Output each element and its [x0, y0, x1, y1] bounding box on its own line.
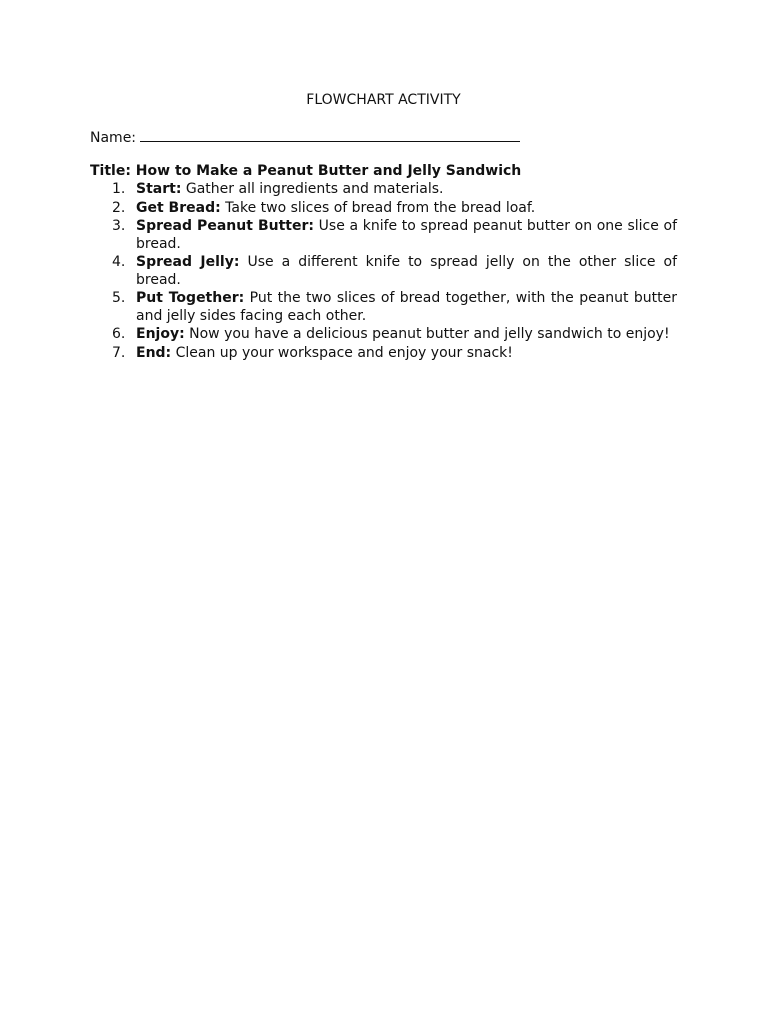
step-label: Get Bread: [136, 199, 221, 216]
step-number: 4. [112, 254, 126, 270]
name-label: Name: [90, 130, 137, 146]
step-text: Clean up your workspace and enjoy your snack! [175, 344, 513, 361]
step-text: Take two slices of bread from the bread loaf. [225, 199, 536, 216]
step-item [90, 254, 677, 289]
step-text: Use a knife to spread peanut butter on one slice of bread. [136, 218, 677, 252]
step-number: 5. [112, 290, 126, 306]
step-item [90, 326, 677, 344]
activity-title: Title: How to Make a Peanut Butter and Jelly Sandwich [90, 163, 522, 179]
step-number: 6. [112, 326, 126, 342]
name-field-line [90, 127, 520, 147]
step-item [90, 218, 677, 253]
step-label: Start: [136, 181, 182, 197]
step-item [90, 200, 677, 218]
step-label: End: [136, 344, 172, 361]
step-number: 2. [112, 199, 126, 216]
step-label: Spread Jelly: [136, 254, 240, 270]
step-text: Gather all ingredients and materials. [185, 181, 444, 197]
step-number: 7. [112, 344, 126, 361]
step-label: Enjoy: [136, 326, 185, 342]
name-blank-line [140, 127, 520, 142]
step-label: Put Together: [136, 290, 245, 306]
step-text: Put the two slices of bread together, with the peanut butter and jelly sides facing each other. [136, 290, 678, 324]
step-item [90, 345, 677, 363]
step-label: Spread Peanut Butter: [136, 218, 314, 234]
step-text: Use a different knife to spread jelly on the other slice of bread. [136, 254, 678, 288]
step-number: 1. [112, 181, 126, 197]
steps-list [90, 181, 677, 363]
document-heading: FLOWCHART ACTIVITY [306, 92, 461, 108]
step-item [90, 290, 677, 325]
step-item [90, 181, 677, 199]
step-text: Now you have a delicious peanut butter and jelly sandwich to enjoy! [189, 326, 670, 342]
step-number: 3. [112, 218, 126, 234]
